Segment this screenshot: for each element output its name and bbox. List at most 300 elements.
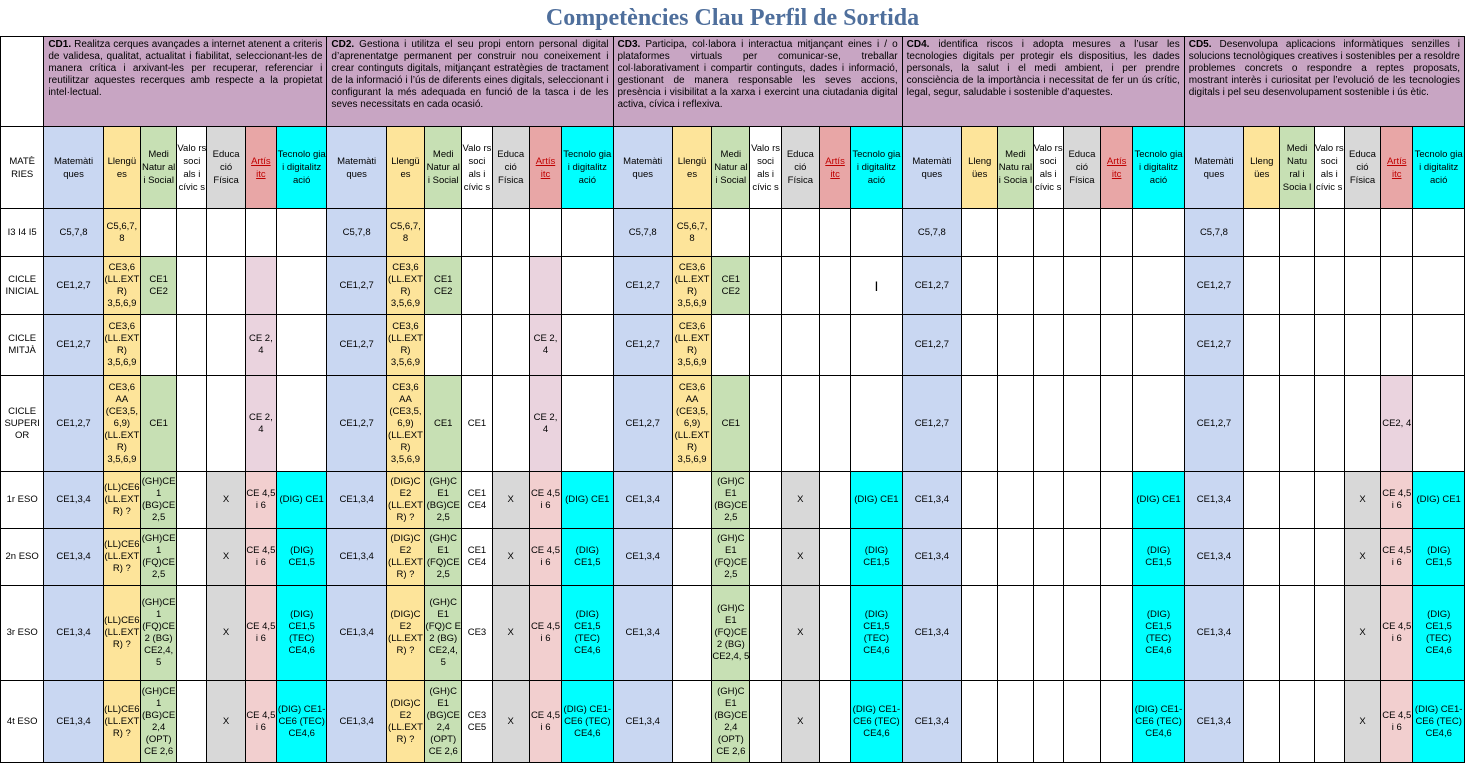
table-cell-artistic[interactable] [1381, 209, 1413, 257]
table-cell-artistic[interactable]: CE 4,5 i 6 [529, 472, 561, 529]
table-cell-medi[interactable]: (GH)C E1 (FQ)CE 2,5 [712, 529, 750, 586]
table-cell-artistic[interactable] [245, 257, 276, 315]
table-cell-educacio-fisica[interactable] [781, 209, 819, 257]
table-cell-medi[interactable] [1280, 681, 1314, 763]
table-cell-medi[interactable]: (GH)C E1 (BG)CE 2,4 (OPT) CE 2,6 [425, 681, 462, 763]
table-cell-valors[interactable] [1314, 472, 1344, 529]
table-cell-educacio-fisica[interactable] [207, 376, 245, 472]
table-cell-matematiques[interactable]: CE1,3,4 [44, 681, 103, 763]
table-cell-educacio-fisica[interactable] [207, 257, 245, 315]
table-cell-educacio-fisica[interactable]: X [207, 472, 245, 529]
table-cell-valors[interactable] [177, 529, 207, 586]
table-cell-artistic[interactable] [1381, 257, 1413, 315]
table-cell-medi[interactable] [998, 529, 1033, 586]
table-cell-tecnologia[interactable]: (DIG) CE1,5 [851, 529, 902, 586]
table-cell-educacio-fisica[interactable] [492, 315, 529, 376]
table-cell-artistic[interactable]: CE 2, 4 [529, 376, 561, 472]
table-cell-llengues[interactable] [1244, 257, 1280, 315]
table-cell-medi[interactable]: CE1 CE2 [712, 257, 750, 315]
competence-code: CD2. [331, 39, 355, 50]
subject-header-tecnologia: Tecnolo gia i digitalitz ació [851, 127, 902, 209]
table-cell-matematiques[interactable]: CE1,3,4 [327, 472, 386, 529]
table-cell-medi[interactable] [998, 681, 1033, 763]
corner-cell [1, 37, 44, 127]
table-cell-matematiques[interactable]: C5,7,8 [1184, 209, 1243, 257]
competence-cd4-header [902, 37, 1184, 127]
table-cell-educacio-fisica[interactable] [781, 257, 819, 315]
table-cell-valors[interactable] [462, 257, 492, 315]
table-cell-tecnologia[interactable]: (DIG) CE1 [851, 472, 902, 529]
table-cell-artistic[interactable]: CE 4,5 i 6 [1381, 586, 1413, 681]
table-cell-artistic[interactable]: CE 4,5 i 6 [245, 472, 276, 529]
table-cell-educacio-fisica[interactable] [492, 376, 529, 472]
table-cell-artistic[interactable] [529, 257, 561, 315]
table-cell-artistic[interactable]: CE 4,5 i 6 [245, 529, 276, 586]
competences-table [0, 36, 1465, 763]
table-cell-matematiques[interactable]: CE1,2,7 [327, 315, 386, 376]
table-cell-valors[interactable] [750, 209, 781, 257]
table-row [1, 529, 1465, 586]
table-cell-llengues[interactable] [1244, 209, 1280, 257]
table-cell-tecnologia[interactable] [562, 257, 613, 315]
table-cell-medi[interactable] [141, 209, 177, 257]
table-cell-llengues[interactable] [1244, 529, 1280, 586]
table-cell-valors[interactable] [177, 315, 207, 376]
table-cell-medi[interactable] [998, 586, 1033, 681]
table-cell-valors[interactable] [1033, 472, 1063, 529]
table-cell-llengues[interactable]: (DIG)C E2 (LL.EXT R) ? [386, 529, 424, 586]
table-cell-llengues[interactable] [1244, 472, 1280, 529]
table-cell-educacio-fisica[interactable]: X [1344, 586, 1380, 681]
table-cell-medi[interactable]: (GH)CE 1 (BG)CE 2,5 [141, 472, 177, 529]
table-cell-llengues[interactable]: (DIG)C E2 (LL.EXT R) ? [386, 586, 424, 681]
table-cell-artistic[interactable] [819, 315, 850, 376]
table-cell-llengues[interactable] [962, 529, 998, 586]
table-cell-educacio-fisica[interactable] [1344, 257, 1380, 315]
table-cell-educacio-fisica[interactable] [207, 209, 245, 257]
table-cell-artistic[interactable] [529, 209, 561, 257]
table-cell-artistic[interactable] [819, 257, 850, 315]
table-cell-tecnologia[interactable]: (DIG) CE1 [562, 472, 613, 529]
table-cell-valors[interactable]: CE1 CE4 [462, 472, 492, 529]
table-cell-artistic[interactable]: CE 2, 4 [529, 315, 561, 376]
table-cell-educacio-fisica[interactable]: X [1344, 529, 1380, 586]
table-cell-valors[interactable] [1314, 209, 1344, 257]
table-cell-matematiques[interactable]: CE1,3,4 [327, 529, 386, 586]
table-cell-tecnologia[interactable]: (DIG) CE1-CE6 (TEC) CE4,6 [1413, 681, 1465, 763]
table-cell-matematiques[interactable]: CE1,3,4 [44, 529, 103, 586]
table-cell-artistic[interactable]: CE 4,5 i 6 [529, 586, 561, 681]
table-cell-matematiques[interactable]: CE1,3,4 [1184, 472, 1243, 529]
table-cell-valors[interactable] [1314, 257, 1344, 315]
table-cell-medi[interactable] [141, 315, 177, 376]
competence-text: Gestiona i utilitza el seu propi entorn personal digital d’aprenentatge permanent per construir nou coneixement i crear continguts digitals, mitjançant estratègies de tractament de la informació i l’ús de diferents eines digitals, seleccionant i configurant la més adequada en funció de la tasca i de les seves necessitats en cada ocasió. [331, 39, 609, 110]
table-cell-medi[interactable] [1280, 209, 1314, 257]
table-cell-artistic[interactable] [1101, 209, 1133, 257]
table-cell-valors[interactable] [177, 586, 207, 681]
table-cell-artistic[interactable] [1101, 376, 1133, 472]
table-cell-artistic[interactable]: CE 4,5 i 6 [529, 529, 561, 586]
table-cell-matematiques[interactable]: CE1,3,4 [44, 586, 103, 681]
table-cell-valors[interactable] [1033, 315, 1063, 376]
table-cell-valors[interactable] [1314, 315, 1344, 376]
table-cell-llengues[interactable]: (DIG)C E2 (LL.EXT R) ? [386, 681, 424, 763]
table-cell-valors[interactable] [462, 315, 492, 376]
table-cell-valors[interactable] [1314, 376, 1344, 472]
table-cell-valors[interactable] [177, 681, 207, 763]
table-cell-llengues[interactable]: (LL)CE6 (LL.EXT R) ? [103, 529, 140, 586]
table-cell-matematiques[interactable]: CE1,3,4 [902, 529, 961, 586]
table-cell-llengues[interactable]: (DIG)C E2 (LL.EXT R) ? [386, 472, 424, 529]
table-cell-llengues[interactable]: CE3,6 (LL.EXT R) 3,5,6,9 [103, 315, 140, 376]
table-cell-llengues[interactable] [672, 529, 711, 586]
table-cell-matematiques[interactable]: CE1,2,7 [902, 315, 961, 376]
table-cell-artistic[interactable]: CE 2, 4 [245, 315, 276, 376]
table-cell-educacio-fisica[interactable] [781, 315, 819, 376]
table-cell-matematiques[interactable]: CE1,2,7 [327, 376, 386, 472]
table-cell-medi[interactable]: (GH)C E1 (FQ)C E 2 (BG) CE2,4, 5 [425, 586, 462, 681]
table-cell-educacio-fisica[interactable]: X [492, 529, 529, 586]
table-cell-artistic[interactable] [1381, 315, 1413, 376]
table-cell-valors[interactable] [750, 376, 781, 472]
table-cell-valors[interactable] [750, 472, 781, 529]
table-cell-matematiques[interactable]: CE1,2,7 [1184, 257, 1243, 315]
table-cell-medi[interactable] [425, 209, 462, 257]
table-cell-medi[interactable] [998, 315, 1033, 376]
table-cell-llengues[interactable] [962, 376, 998, 472]
table-cell-tecnologia[interactable]: I [851, 257, 902, 315]
table-cell-medi[interactable]: (GH)CE 1 (FQ)CE 2 (BG) CE2,4, 5 [141, 586, 177, 681]
table-cell-educacio-fisica[interactable]: X [207, 529, 245, 586]
table-cell-artistic[interactable]: CE 4,5 i 6 [1381, 681, 1413, 763]
table-cell-medi[interactable]: (GH)CE 1 (BG)CE 2,4 (OPT) CE 2,6 [141, 681, 177, 763]
table-cell-tecnologia[interactable]: (DIG) CE1-CE6 (TEC) CE4,6 [276, 681, 326, 763]
table-cell-educacio-fisica[interactable]: X [1344, 472, 1380, 529]
table-cell-matematiques[interactable]: CE1,2,7 [613, 376, 672, 472]
table-cell-artistic[interactable] [245, 209, 276, 257]
table-cell-medi[interactable] [1280, 529, 1314, 586]
table-cell-medi[interactable] [998, 209, 1033, 257]
table-cell-matematiques[interactable]: CE1,3,4 [44, 472, 103, 529]
table-cell-llengues[interactable]: CE3,6 (LL.EXT R) 3,5,6,9 [386, 257, 424, 315]
table-cell-educacio-fisica[interactable] [1063, 315, 1100, 376]
table-cell-medi[interactable]: (GH)C E1 (BG)CE 2,4 (OPT) CE 2,6 [712, 681, 750, 763]
table-cell-medi[interactable] [998, 257, 1033, 315]
table-cell-llengues[interactable] [962, 257, 998, 315]
table-cell-llengues[interactable]: CE3,6 (LL.EXT R) 3,5,6,9 [103, 257, 140, 315]
table-cell-educacio-fisica[interactable]: X [207, 681, 245, 763]
table-cell-educacio-fisica[interactable]: X [781, 681, 819, 763]
table-cell-valors[interactable] [1033, 376, 1063, 472]
table-cell-artistic[interactable] [819, 681, 850, 763]
table-cell-artistic[interactable]: CE2, 4 [1381, 376, 1413, 472]
table-cell-artistic[interactable] [819, 376, 850, 472]
table-cell-llengues[interactable]: (LL)CE6 (LL.EXT R) ? [103, 681, 140, 763]
table-cell-artistic[interactable]: CE 4,5 i 6 [529, 681, 561, 763]
table-cell-valors[interactable] [750, 529, 781, 586]
table-cell-tecnologia[interactable] [276, 376, 326, 472]
table-cell-medi[interactable] [1280, 257, 1314, 315]
subject-header-educacio-fisica: Educa ció Física [492, 127, 529, 209]
competence-cd1-header [44, 37, 327, 127]
table-cell-artistic[interactable] [1101, 586, 1133, 681]
table-cell-medi[interactable] [425, 315, 462, 376]
table-cell-artistic[interactable] [819, 529, 850, 586]
table-cell-llengues[interactable]: C5,6,7, 8 [672, 209, 711, 257]
table-cell-artistic[interactable] [1101, 529, 1133, 586]
table-cell-tecnologia[interactable] [1413, 315, 1465, 376]
table-cell-educacio-fisica[interactable] [1344, 209, 1380, 257]
table-cell-tecnologia[interactable] [851, 209, 902, 257]
table-cell-llengues[interactable]: (LL)CE6 (LL.EXT R) ? [103, 586, 140, 681]
table-cell-tecnologia[interactable]: (DIG) CE1,5 (TEC) CE4,6 [1133, 586, 1184, 681]
table-cell-tecnologia[interactable] [851, 315, 902, 376]
table-cell-artistic[interactable]: CE 4,5 i 6 [245, 681, 276, 763]
table-cell-tecnologia[interactable]: (DIG) CE1-CE6 (TEC) CE4,6 [851, 681, 902, 763]
table-cell-artistic[interactable] [819, 209, 850, 257]
table-cell-tecnologia[interactable] [276, 257, 326, 315]
table-cell-llengues[interactable] [1244, 315, 1280, 376]
table-cell-artistic[interactable]: CE 2, 4 [245, 376, 276, 472]
table-cell-tecnologia[interactable] [562, 209, 613, 257]
table-cell-medi[interactable]: CE1 [425, 376, 462, 472]
table-cell-artistic[interactable] [1101, 257, 1133, 315]
table-cell-tecnologia[interactable]: (DIG) CE1,5 (TEC) CE4,6 [562, 586, 613, 681]
table-cell-matematiques[interactable]: CE1,3,4 [902, 472, 961, 529]
table-cell-artistic[interactable] [1101, 472, 1133, 529]
table-cell-matematiques[interactable]: C5,7,8 [902, 209, 961, 257]
table-cell-medi[interactable]: CE1 [712, 376, 750, 472]
table-cell-llengues[interactable] [1244, 376, 1280, 472]
table-cell-educacio-fisica[interactable] [1063, 472, 1100, 529]
table-cell-valors[interactable] [177, 376, 207, 472]
table-cell-llengues[interactable] [962, 681, 998, 763]
table-cell-medi[interactable]: (GH)C E1 (FQ)CE 2,5 [425, 529, 462, 586]
table-cell-valors[interactable]: CE1 CE4 [462, 529, 492, 586]
table-cell-tecnologia[interactable]: (DIG) CE1,5 (TEC) CE4,6 [276, 586, 326, 681]
table-cell-educacio-fisica[interactable]: X [492, 472, 529, 529]
row-label: CICLE INICIAL [1, 257, 44, 315]
table-cell-medi[interactable] [1280, 586, 1314, 681]
table-cell-tecnologia[interactable]: (DIG) CE1,5 (TEC) CE4,6 [1413, 586, 1465, 681]
row-label: 2n ESO [1, 529, 44, 586]
table-cell-educacio-fisica[interactable]: X [781, 529, 819, 586]
table-cell-educacio-fisica[interactable] [1063, 257, 1100, 315]
table-cell-llengues[interactable] [962, 209, 998, 257]
table-cell-matematiques[interactable]: CE1,2,7 [613, 315, 672, 376]
table-cell-tecnologia[interactable]: (DIG) CE1,5 [276, 529, 326, 586]
subject-header-medi: Medi Natur al i Social [425, 127, 462, 209]
table-cell-matematiques[interactable]: C5,7,8 [613, 209, 672, 257]
table-cell-medi[interactable] [1280, 315, 1314, 376]
table-cell-educacio-fisica[interactable]: X [781, 586, 819, 681]
table-cell-educacio-fisica[interactable]: X [1344, 681, 1380, 763]
table-cell-matematiques[interactable]: CE1,2,7 [1184, 376, 1243, 472]
table-cell-valors[interactable] [1033, 529, 1063, 586]
table-cell-matematiques[interactable]: CE1,3,4 [1184, 586, 1243, 681]
table-cell-medi[interactable]: CE1 [141, 376, 177, 472]
table-cell-matematiques[interactable]: CE1,3,4 [327, 681, 386, 763]
table-cell-valors[interactable] [462, 209, 492, 257]
subject-header-educacio-fisica: Educa ció Física [781, 127, 819, 209]
subject-header-matematiques: Matemàti ques [902, 127, 961, 209]
table-cell-medi[interactable]: (GH)C E1 (FQ)CE 2 (BG) CE2,4, 5 [712, 586, 750, 681]
table-cell-tecnologia[interactable] [851, 376, 902, 472]
table-cell-matematiques[interactable]: CE1,3,4 [902, 681, 961, 763]
table-cell-valors[interactable] [177, 209, 207, 257]
table-cell-valors[interactable]: CE3 CE5 [462, 681, 492, 763]
table-cell-valors[interactable]: CE3 [462, 586, 492, 681]
table-cell-matematiques[interactable]: CE1,3,4 [613, 472, 672, 529]
table-cell-medi[interactable] [1280, 472, 1314, 529]
table-cell-tecnologia[interactable]: (DIG) CE1 [1413, 472, 1465, 529]
table-cell-medi[interactable] [712, 209, 750, 257]
table-cell-tecnologia[interactable]: (DIG) CE1 [276, 472, 326, 529]
table-cell-medi[interactable]: CE1 CE2 [141, 257, 177, 315]
table-cell-educacio-fisica[interactable]: X [492, 586, 529, 681]
table-cell-educacio-fisica[interactable] [1063, 681, 1100, 763]
table-cell-llengues[interactable]: C5,6,7, 8 [103, 209, 140, 257]
table-cell-matematiques[interactable]: CE1,3,4 [1184, 681, 1243, 763]
table-cell-matematiques[interactable]: CE1,3,4 [613, 681, 672, 763]
table-cell-matematiques[interactable]: CE1,3,4 [1184, 529, 1243, 586]
subject-header-artistic [245, 127, 276, 209]
table-cell-matematiques[interactable]: CE1,2,7 [902, 376, 961, 472]
table-cell-matematiques[interactable]: CE1,2,7 [1184, 315, 1243, 376]
table-cell-educacio-fisica[interactable] [781, 376, 819, 472]
table-cell-artistic[interactable] [819, 472, 850, 529]
table-cell-educacio-fisica[interactable] [1063, 376, 1100, 472]
table-cell-educacio-fisica[interactable] [492, 209, 529, 257]
table-cell-llengues[interactable] [962, 586, 998, 681]
table-cell-tecnologia[interactable]: (DIG) CE1,5 (TEC) CE4,6 [851, 586, 902, 681]
table-cell-llengues[interactable]: CE3,6 (LL.EXT R) 3,5,6,9 [672, 257, 711, 315]
table-cell-tecnologia[interactable]: (DIG) CE1,5 [1133, 529, 1184, 586]
table-cell-artistic[interactable]: CE 4,5 i 6 [1381, 472, 1413, 529]
table-cell-educacio-fisica[interactable]: X [207, 586, 245, 681]
table-cell-matematiques[interactable]: CE1,2,7 [44, 257, 103, 315]
table-cell-educacio-fisica[interactable] [492, 257, 529, 315]
table-cell-medi[interactable] [1280, 376, 1314, 472]
table-cell-tecnologia[interactable] [1133, 209, 1184, 257]
table-cell-educacio-fisica[interactable] [1063, 209, 1100, 257]
table-cell-tecnologia[interactable] [562, 315, 613, 376]
table-cell-llengues[interactable]: CE3,6 (LL.EXT R) 3,5,6,9 [672, 315, 711, 376]
table-cell-valors[interactable] [1033, 586, 1063, 681]
table-cell-matematiques[interactable]: C5,7,8 [327, 209, 386, 257]
table-cell-valors[interactable] [1033, 209, 1063, 257]
table-cell-tecnologia[interactable] [1413, 376, 1465, 472]
table-cell-educacio-fisica[interactable] [1344, 376, 1380, 472]
table-cell-artistic[interactable] [1101, 315, 1133, 376]
table-cell-valors[interactable] [1033, 257, 1063, 315]
table-cell-llengues[interactable] [962, 472, 998, 529]
table-cell-medi[interactable]: (GH)C E1 (BG)CE 2,5 [712, 472, 750, 529]
table-cell-tecnologia[interactable] [1413, 209, 1465, 257]
table-cell-matematiques[interactable]: CE1,3,4 [613, 529, 672, 586]
table-cell-valors[interactable] [177, 472, 207, 529]
table-cell-valors[interactable]: CE1 [462, 376, 492, 472]
table-cell-tecnologia[interactable] [276, 315, 326, 376]
table-cell-llengues[interactable]: CE3,6 (LL.EXT R) 3,5,6,9 [386, 315, 424, 376]
table-cell-llengues[interactable]: (LL)CE6 (LL.EXT R) ? [103, 472, 140, 529]
table-cell-educacio-fisica[interactable] [207, 315, 245, 376]
table-cell-llengues[interactable] [672, 586, 711, 681]
table-cell-educacio-fisica[interactable]: X [492, 681, 529, 763]
table-cell-tecnologia[interactable]: (DIG) CE1 [1133, 472, 1184, 529]
table-cell-tecnologia[interactable] [562, 376, 613, 472]
table-cell-matematiques[interactable]: C5,7,8 [44, 209, 103, 257]
table-cell-medi[interactable]: CE1 CE2 [425, 257, 462, 315]
table-cell-valors[interactable] [1033, 681, 1063, 763]
table-cell-valors[interactable] [750, 315, 781, 376]
table-cell-valors[interactable] [1314, 586, 1344, 681]
table-cell-matematiques[interactable]: CE1,2,7 [613, 257, 672, 315]
table-cell-valors[interactable] [750, 586, 781, 681]
competence-cd5-header [1184, 37, 1464, 127]
table-cell-valors[interactable] [1314, 529, 1344, 586]
table-cell-medi[interactable] [998, 376, 1033, 472]
table-cell-llengues[interactable]: CE3,6 AA (CE3,5, 6,9) (LL.EXT R) 3,5,6,9 [672, 376, 711, 472]
table-cell-artistic[interactable] [1101, 681, 1133, 763]
table-cell-llengues[interactable] [962, 315, 998, 376]
table-cell-educacio-fisica[interactable]: X [781, 472, 819, 529]
table-cell-tecnologia[interactable] [1133, 376, 1184, 472]
table-cell-llengues[interactable] [1244, 681, 1280, 763]
table-cell-matematiques[interactable]: CE1,3,4 [613, 586, 672, 681]
table-cell-llengues[interactable]: CE3,6 AA (CE3,5, 6,9) (LL.EXT R) 3,5,6,9 [386, 376, 424, 472]
table-cell-llengues[interactable] [672, 681, 711, 763]
table-cell-valors[interactable] [750, 681, 781, 763]
table-cell-llengues[interactable]: C5,6,7, 8 [386, 209, 424, 257]
table-cell-educacio-fisica[interactable] [1063, 529, 1100, 586]
table-cell-tecnologia[interactable] [276, 209, 326, 257]
subject-header-educacio-fisica: Educa ció Física [1063, 127, 1100, 209]
table-cell-medi[interactable]: (GH)CE 1 (FQ)CE 2,5 [141, 529, 177, 586]
table-cell-tecnologia[interactable]: (DIG) CE1-CE6 (TEC) CE4,6 [1133, 681, 1184, 763]
subject-header-tecnologia: Tecnolo gia i digitalitz ació [562, 127, 613, 209]
table-cell-artistic[interactable]: CE 4,5 i 6 [1381, 529, 1413, 586]
table-cell-matematiques[interactable]: CE1,2,7 [902, 257, 961, 315]
table-cell-tecnologia[interactable] [1133, 315, 1184, 376]
table-cell-matematiques[interactable]: CE1,2,7 [327, 257, 386, 315]
table-cell-matematiques[interactable]: CE1,2,7 [44, 376, 103, 472]
competence-code: CD3. [617, 39, 641, 50]
table-cell-medi[interactable] [712, 315, 750, 376]
table-cell-matematiques[interactable]: CE1,3,4 [902, 586, 961, 681]
table-cell-educacio-fisica[interactable] [1063, 586, 1100, 681]
table-cell-llengues[interactable] [672, 472, 711, 529]
table-cell-valors[interactable] [1314, 681, 1344, 763]
table-cell-tecnologia[interactable] [1413, 257, 1465, 315]
table-cell-valors[interactable] [750, 257, 781, 315]
table-cell-medi[interactable] [998, 472, 1033, 529]
table-cell-tecnologia[interactable]: (DIG) CE1,5 [1413, 529, 1465, 586]
table-cell-tecnologia[interactable]: (DIG) CE1-CE6 (TEC) CE4,6 [562, 681, 613, 763]
table-cell-llengues[interactable] [1244, 586, 1280, 681]
table-cell-artistic[interactable] [819, 586, 850, 681]
table-cell-matematiques[interactable]: CE1,2,7 [44, 315, 103, 376]
table-cell-medi[interactable]: (GH)C E1 (BG)CE 2,5 [425, 472, 462, 529]
table-cell-tecnologia[interactable]: (DIG) CE1,5 [562, 529, 613, 586]
table-cell-llengues[interactable]: CE3,6 AA (CE3,5, 6,9) (LL.EXT R) 3,5,6,9 [103, 376, 140, 472]
table-cell-valors[interactable] [177, 257, 207, 315]
table-cell-tecnologia[interactable] [1133, 257, 1184, 315]
competence-cd3-header [613, 37, 902, 127]
table-cell-educacio-fisica[interactable] [1344, 315, 1380, 376]
table-cell-matematiques[interactable]: CE1,3,4 [327, 586, 386, 681]
table-cell-artistic[interactable]: CE 4,5 i 6 [245, 586, 276, 681]
